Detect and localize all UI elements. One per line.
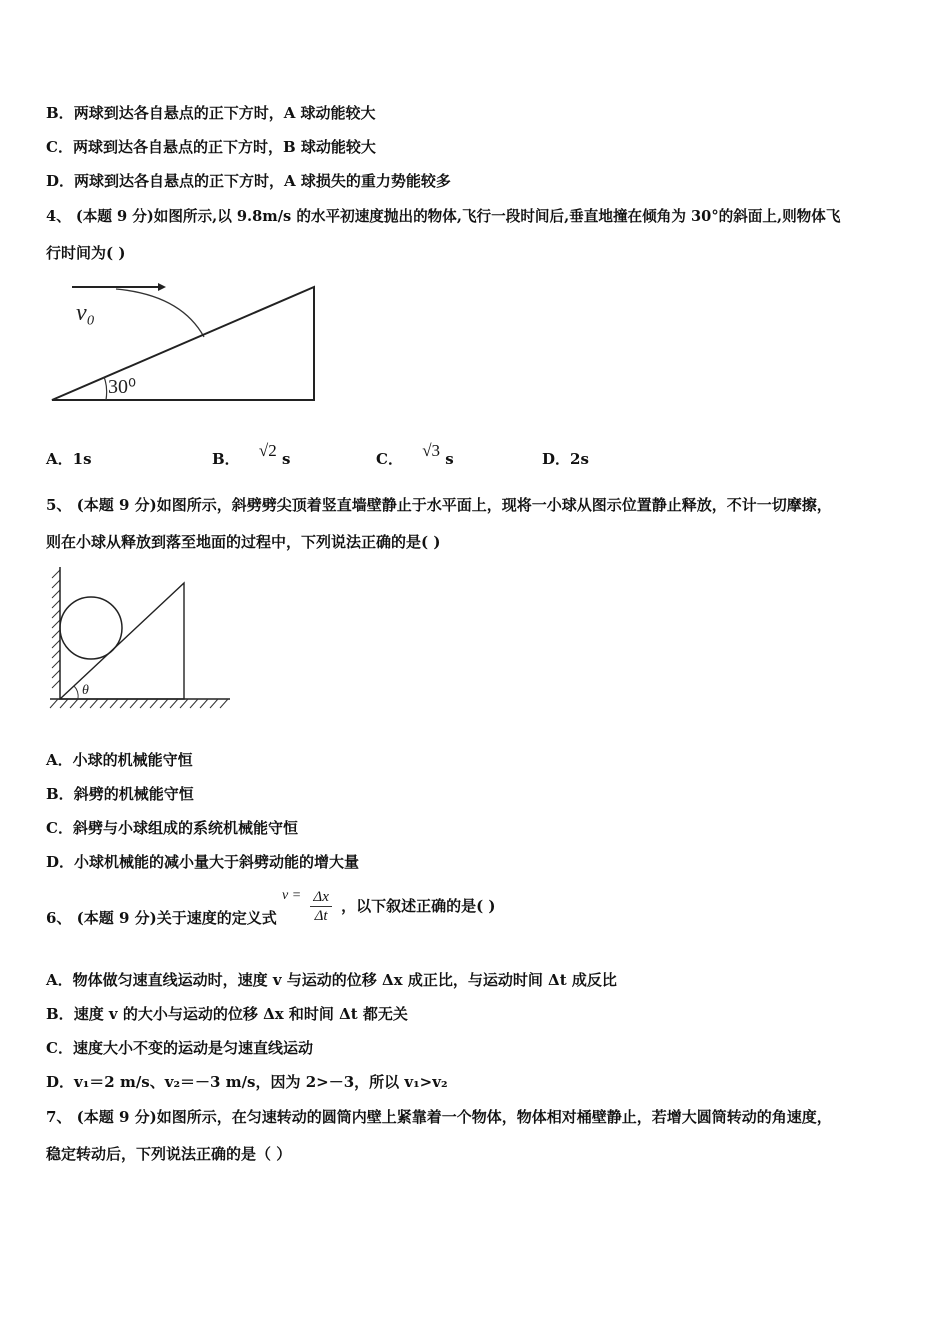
option-text: 速度 v 的大小与运动的位移 Δx 和时间 Δt 都无关 — [73, 1005, 408, 1023]
option-text: 斜劈与小球组成的系统机械能守恒 — [72, 819, 298, 837]
option-text: 斜劈的机械能守恒 — [73, 785, 194, 803]
q5-option-b — [46, 783, 194, 804]
q4-option-a — [46, 448, 92, 469]
angle-label: 30⁰ — [108, 376, 137, 398]
q7-stem-line1: 7、 (本题 9 分)如图所示，在匀速转动的圆筒内壁上紧靠着一个物体，物体相对桶壁静止，若增大圆筒转动的角速度， — [46, 1108, 832, 1126]
option-text: 两球到达各自悬点的正下方时，B 球动能较大 — [72, 138, 376, 156]
arrow-head-icon — [158, 283, 166, 291]
option-text: 2s — [570, 450, 589, 468]
formula-numerator: Δx — [310, 888, 331, 907]
q4-incline-figure — [46, 275, 326, 410]
ball — [60, 597, 122, 659]
option-text: 小球机械能的减小量大于斜劈动能的增大量 — [74, 853, 360, 871]
option-label: D． — [46, 172, 75, 190]
option-label: C． — [46, 138, 73, 156]
q6-option-b — [46, 1003, 408, 1024]
q6-stem-prefix: 6、 (本题 9 分)关于速度的定义式 — [46, 908, 277, 927]
option-text: 物体做匀速直线运动时，速度 v 与运动的位移 Δx 成正比，与运动时间 Δt 成反比 — [72, 971, 617, 989]
velocity-formula — [310, 888, 331, 925]
q5-option-d — [46, 851, 359, 872]
sqrt-3: √3 — [422, 441, 441, 460]
option-text: 小球的机械能守恒 — [72, 751, 193, 769]
q5-stem-line1: 5、 (本题 9 分)如图所示，斜劈劈尖顶着竖直墙壁静止于水平面上，现将一小球从图示位置静止释放，不计一切摩擦， — [46, 496, 832, 514]
option-label: C． — [46, 819, 73, 837]
q7-stem-line2: 稳定转动后，下列说法正确的是（ ） — [46, 1145, 292, 1163]
q4-stem-line1: 4、 (本题 9 分)如图所示,以 9.8m/s 的水平初速度抛出的物体,飞行一段时间后,垂直地撞在倾角为 30°的斜面上,则物体飞 — [46, 208, 841, 225]
formula-lhs: v = — [281, 887, 302, 903]
unit: s — [282, 450, 291, 468]
option-label: D． — [46, 1073, 75, 1091]
q5-option-c — [46, 817, 298, 838]
q5-option-a — [46, 749, 193, 770]
option-label: D． — [46, 853, 75, 871]
q6-option-c — [46, 1037, 313, 1058]
wall-hatching — [52, 570, 60, 688]
q6-option-d — [46, 1071, 448, 1092]
option-label: B． — [46, 1005, 74, 1023]
q3-option-b — [46, 102, 376, 123]
q4-option-c — [376, 441, 454, 469]
q5-wedge-figure — [46, 565, 236, 715]
option-text: 两球到达各自悬点的正下方时，A 球损失的重力势能较多 — [74, 172, 451, 190]
q4-option-b — [212, 441, 291, 469]
option-label: A． — [46, 450, 73, 468]
unit: s — [445, 450, 454, 468]
option-label: B． — [212, 450, 240, 468]
option-text: 1s — [72, 450, 92, 468]
q4-stem-line2: 行时间为( ) — [46, 244, 126, 262]
option-label: A． — [46, 971, 73, 989]
trajectory-curve — [116, 289, 204, 337]
angle-arc — [74, 686, 78, 699]
option-text: v₁＝2 m/s、v₂＝－3 m/s，因为 2>－3，所以 v₁>v₂ — [74, 1073, 448, 1091]
q3-option-d — [46, 170, 451, 191]
option-text: 两球到达各自悬点的正下方时，A 球动能较大 — [73, 104, 376, 122]
ground-hatching — [50, 699, 228, 708]
q6-stem-suffix: ，以下叙述正确的是( ) — [341, 896, 496, 915]
q5-stem-line2: 则在小球从释放到落至地面的过程中，下列说法正确的是( ) — [46, 533, 441, 551]
q4-option-d — [542, 448, 589, 469]
sqrt-2: √2 — [258, 441, 277, 460]
option-label: B． — [46, 785, 74, 803]
option-label: C． — [46, 1039, 73, 1057]
formula-denominator: Δt — [314, 908, 328, 924]
q6-option-a — [46, 969, 617, 990]
q3-option-c — [46, 136, 376, 157]
angle-arc — [104, 377, 107, 400]
option-label: B． — [46, 104, 74, 122]
angle-label: θ — [82, 683, 89, 698]
velocity-label: v₀ — [76, 300, 95, 326]
option-label: C． — [376, 450, 403, 468]
q6-stem — [46, 888, 496, 925]
option-label: D． — [542, 450, 571, 468]
option-text: 速度大小不变的运动是匀速直线运动 — [72, 1039, 313, 1057]
option-label: A． — [46, 751, 73, 769]
